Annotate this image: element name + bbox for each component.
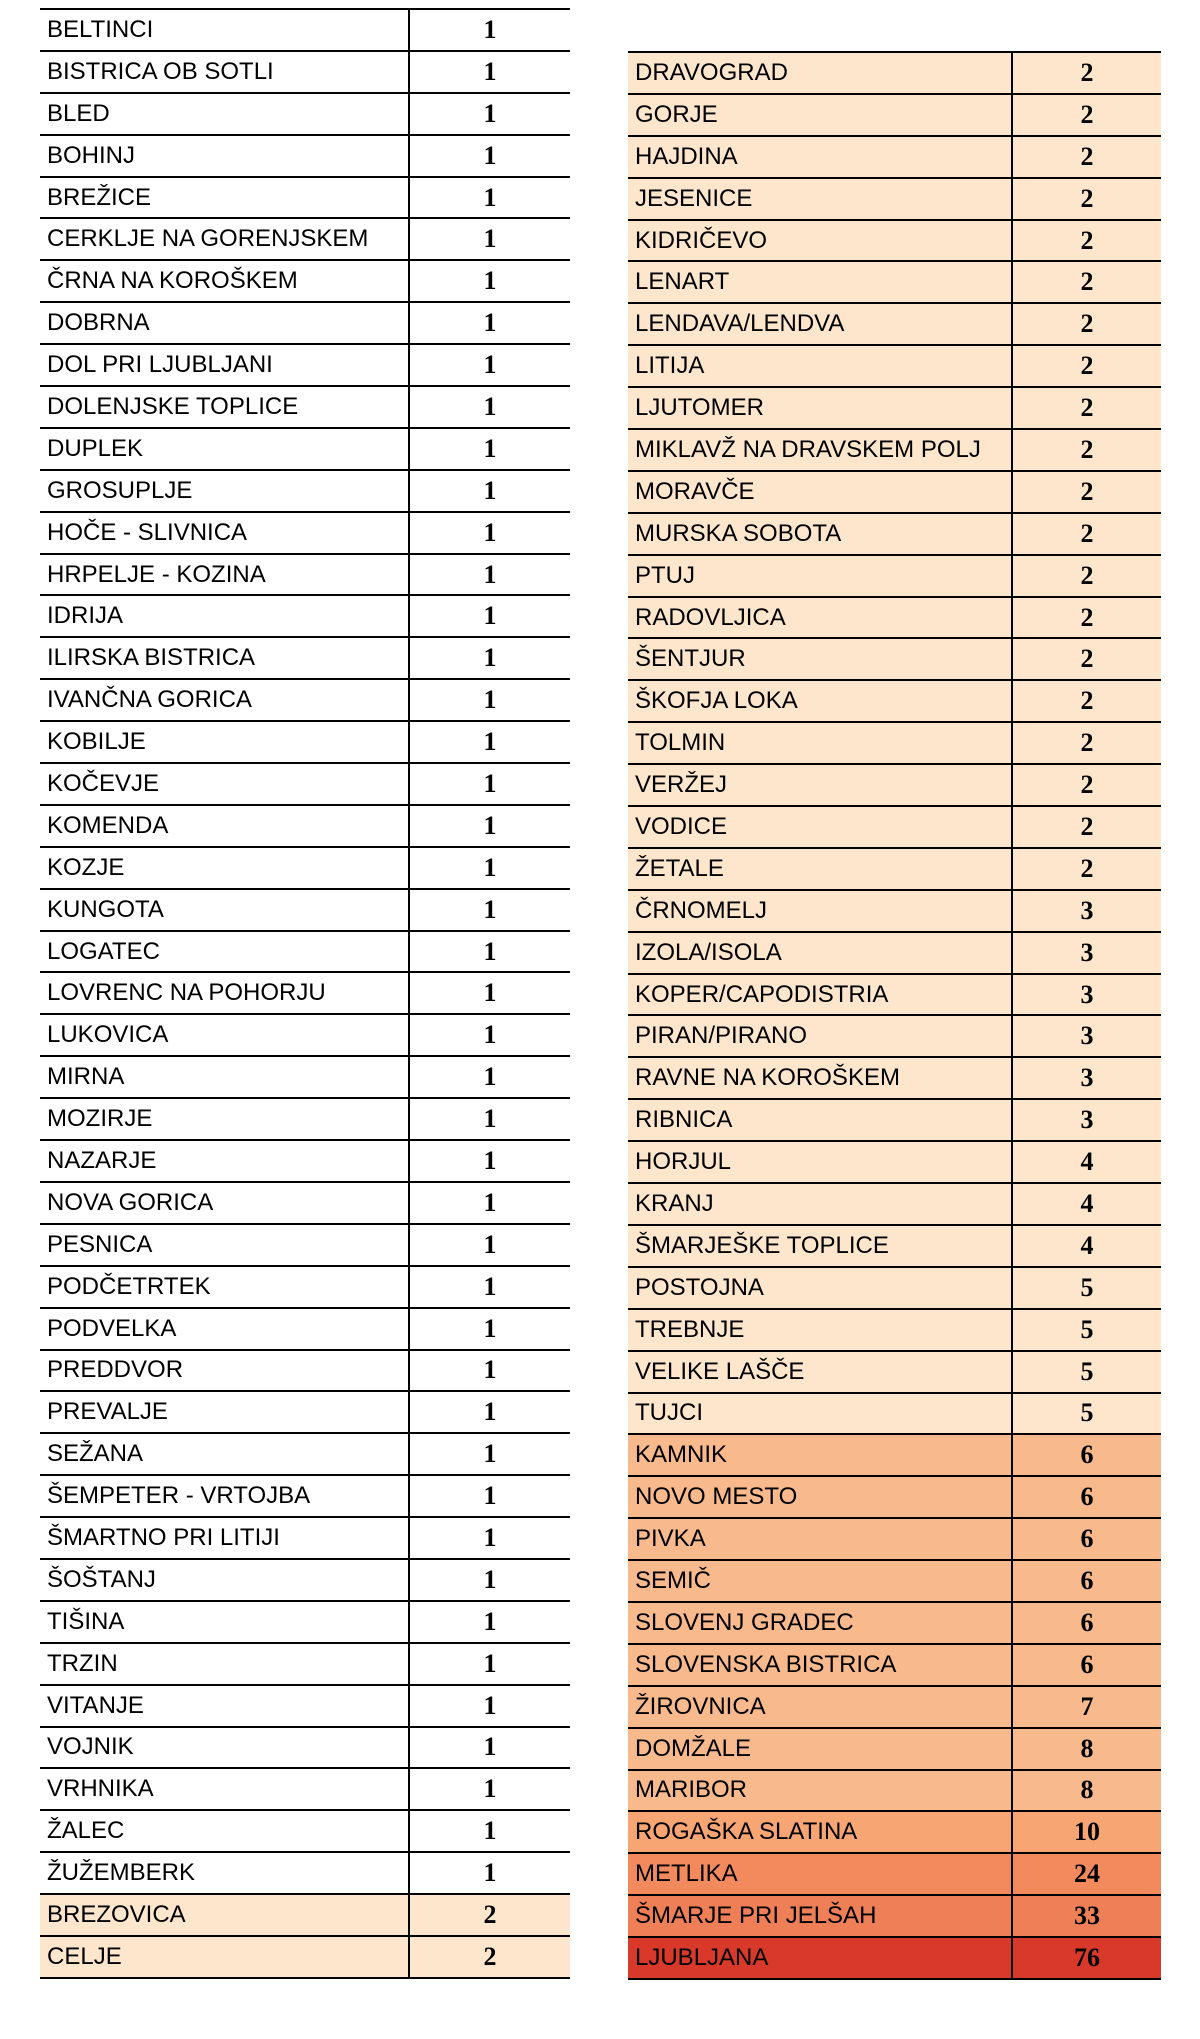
table-row [628, 680, 1161, 722]
case-count: 4 [1012, 1183, 1161, 1225]
case-count: 1 [409, 679, 570, 721]
municipality-name: ŽIROVNICA [628, 1686, 1012, 1728]
table-row [40, 1014, 570, 1056]
case-count: 2 [1012, 555, 1161, 597]
case-count: 1 [409, 1559, 570, 1601]
municipality-name: CERKLJE NA GORENJSKEM [40, 218, 409, 260]
municipality-name: HOČE - SLIVNICA [40, 512, 409, 554]
municipality-name: KOČEVJE [40, 763, 409, 805]
table-row [628, 1937, 1161, 1979]
table-row [40, 51, 570, 93]
table-row [628, 890, 1161, 932]
case-count: 2 [1012, 220, 1161, 262]
municipality-name: ŽETALE [628, 848, 1012, 890]
table-row [40, 512, 570, 554]
municipality-name: MIKLAVŽ NA DRAVSKEM POLJ [628, 429, 1012, 471]
case-count: 8 [1012, 1770, 1161, 1812]
municipality-name: TUJCI [628, 1393, 1012, 1435]
table-row [40, 1350, 570, 1392]
municipality-name: KIDRIČEVO [628, 220, 1012, 262]
table-row [40, 805, 570, 847]
municipality-name: PODČETRTEK [40, 1266, 409, 1308]
table-row [628, 1602, 1161, 1644]
case-count: 2 [1012, 513, 1161, 555]
municipality-name: BELTINCI [40, 9, 409, 51]
table-row [40, 637, 570, 679]
case-count: 1 [409, 1852, 570, 1894]
case-count: 6 [1012, 1476, 1161, 1518]
table-row [628, 1351, 1161, 1393]
case-count: 1 [409, 512, 570, 554]
municipality-name: NOVA GORICA [40, 1182, 409, 1224]
table-row [40, 721, 570, 763]
case-count: 5 [1012, 1351, 1161, 1393]
case-count: 2 [1012, 429, 1161, 471]
case-count: 1 [409, 344, 570, 386]
municipality-name: DOL PRI LJUBLJANI [40, 344, 409, 386]
case-count: 1 [409, 637, 570, 679]
case-count: 1 [409, 1391, 570, 1433]
municipality-name: TIŠINA [40, 1601, 409, 1643]
municipality-name: ŠMARJE PRI JELŠAH [628, 1895, 1012, 1937]
municipality-name: TRZIN [40, 1643, 409, 1685]
table-row [628, 597, 1161, 639]
case-count: 1 [409, 1768, 570, 1810]
municipality-name: VELIKE LAŠČE [628, 1351, 1012, 1393]
case-count: 1 [409, 1727, 570, 1769]
table-row [628, 1895, 1161, 1937]
municipality-name: MARIBOR [628, 1770, 1012, 1812]
table-row [40, 1475, 570, 1517]
case-count: 3 [1012, 890, 1161, 932]
case-count: 3 [1012, 1015, 1161, 1057]
table-row [628, 471, 1161, 513]
municipality-name: VRHNIKA [40, 1768, 409, 1810]
case-count: 1 [409, 1266, 570, 1308]
case-count: 2 [1012, 597, 1161, 639]
municipality-name: PIRAN/PIRANO [628, 1015, 1012, 1057]
table-row [628, 513, 1161, 555]
table-row [628, 555, 1161, 597]
table-row [40, 302, 570, 344]
municipality-name: VOJNIK [40, 1727, 409, 1769]
table-row [40, 931, 570, 973]
municipality-name: MIRNA [40, 1056, 409, 1098]
municipality-name: JESENICE [628, 178, 1012, 220]
municipality-name: KOMENDA [40, 805, 409, 847]
municipality-name: KAMNIK [628, 1434, 1012, 1476]
table-row [40, 1391, 570, 1433]
case-count: 4 [1012, 1225, 1161, 1267]
table-row [40, 1098, 570, 1140]
municipality-name: PESNICA [40, 1224, 409, 1266]
case-count: 3 [1012, 1099, 1161, 1141]
municipality-name: PREVALJE [40, 1391, 409, 1433]
table-row [40, 1936, 570, 1978]
case-count: 6 [1012, 1518, 1161, 1560]
table-row [628, 303, 1161, 345]
municipality-name: BLED [40, 93, 409, 135]
municipality-name: TREBNJE [628, 1309, 1012, 1351]
table-row [628, 1267, 1161, 1309]
table-row [40, 889, 570, 931]
table-row [40, 428, 570, 470]
municipality-name: LENART [628, 261, 1012, 303]
case-count: 1 [409, 972, 570, 1014]
case-count: 1 [409, 721, 570, 763]
municipality-name: KRANJ [628, 1183, 1012, 1225]
municipality-name: PTUJ [628, 555, 1012, 597]
municipality-name: MORAVČE [628, 471, 1012, 513]
municipality-name: DOMŽALE [628, 1728, 1012, 1770]
case-count: 2 [1012, 680, 1161, 722]
municipality-name: ČRNA NA KOROŠKEM [40, 260, 409, 302]
table-row [40, 470, 570, 512]
case-count: 6 [1012, 1434, 1161, 1476]
table-row [40, 1643, 570, 1685]
table-row [628, 1476, 1161, 1518]
municipality-name: PREDDVOR [40, 1350, 409, 1392]
table-row [40, 763, 570, 805]
case-count: 6 [1012, 1644, 1161, 1686]
case-count: 1 [409, 1182, 570, 1224]
municipality-name: TOLMIN [628, 722, 1012, 764]
table-row [40, 1433, 570, 1475]
municipality-name: LUKOVICA [40, 1014, 409, 1056]
municipality-name: ILIRSKA BISTRICA [40, 637, 409, 679]
municipality-name: LITIJA [628, 345, 1012, 387]
table-row [628, 848, 1161, 890]
case-count: 1 [409, 554, 570, 596]
municipality-name: BREŽICE [40, 177, 409, 219]
case-count: 10 [1012, 1811, 1161, 1853]
table-row [628, 1141, 1161, 1183]
municipality-name: SLOVENJ GRADEC [628, 1602, 1012, 1644]
municipality-name: ŠKOFJA LOKA [628, 680, 1012, 722]
table-row [40, 679, 570, 721]
case-count: 6 [1012, 1602, 1161, 1644]
table-row [40, 554, 570, 596]
table-row [628, 974, 1161, 1016]
case-count: 3 [1012, 932, 1161, 974]
municipality-name: IVANČNA GORICA [40, 679, 409, 721]
municipality-name: ŽUŽEMBERK [40, 1852, 409, 1894]
case-count: 1 [409, 1517, 570, 1559]
table-row [40, 344, 570, 386]
case-count: 5 [1012, 1267, 1161, 1309]
table-row [628, 1770, 1161, 1812]
table-row [40, 847, 570, 889]
case-count: 1 [409, 1140, 570, 1182]
case-count: 2 [1012, 303, 1161, 345]
municipality-name: HORJUL [628, 1141, 1012, 1183]
case-count: 2 [1012, 178, 1161, 220]
case-count: 1 [409, 1643, 570, 1685]
table-row [40, 135, 570, 177]
table-row [628, 1644, 1161, 1686]
table-row [628, 1560, 1161, 1602]
case-count: 1 [409, 386, 570, 428]
municipality-name: ŠENTJUR [628, 638, 1012, 680]
municipality-name: DOLENJSKE TOPLICE [40, 386, 409, 428]
right-municipality-table [628, 51, 1161, 1980]
table-row [628, 932, 1161, 974]
municipality-name: HRPELJE - KOZINA [40, 554, 409, 596]
municipality-name: DUPLEK [40, 428, 409, 470]
case-count: 1 [409, 847, 570, 889]
table-row [40, 1810, 570, 1852]
case-count: 1 [409, 1350, 570, 1392]
case-count: 1 [409, 302, 570, 344]
municipality-name: GORJE [628, 94, 1012, 136]
case-count: 4 [1012, 1141, 1161, 1183]
municipality-name: KOZJE [40, 847, 409, 889]
case-count: 2 [1012, 94, 1161, 136]
case-count: 5 [1012, 1309, 1161, 1351]
table-row [628, 1728, 1161, 1770]
case-count: 8 [1012, 1728, 1161, 1770]
case-count: 1 [409, 889, 570, 931]
municipality-name: METLIKA [628, 1853, 1012, 1895]
municipality-name: ŠOŠTANJ [40, 1559, 409, 1601]
table-row [40, 1727, 570, 1769]
case-count: 1 [409, 1098, 570, 1140]
table-row [40, 177, 570, 219]
municipality-name: BREZOVICA [40, 1894, 409, 1936]
case-count: 2 [409, 1894, 570, 1936]
case-count: 1 [409, 1810, 570, 1852]
case-count: 1 [409, 51, 570, 93]
case-count: 2 [1012, 722, 1161, 764]
table-row [40, 1559, 570, 1601]
municipality-name: ŽALEC [40, 1810, 409, 1852]
table-row [628, 806, 1161, 848]
table-row [40, 1768, 570, 1810]
case-count: 1 [409, 177, 570, 219]
table-row [40, 218, 570, 260]
table-row [628, 1393, 1161, 1435]
municipality-name: DOBRNA [40, 302, 409, 344]
case-count: 1 [409, 805, 570, 847]
table-row [628, 94, 1161, 136]
case-count: 1 [409, 218, 570, 260]
case-count: 5 [1012, 1393, 1161, 1435]
municipality-name: VODICE [628, 806, 1012, 848]
table-row [40, 1601, 570, 1643]
case-count: 2 [1012, 638, 1161, 680]
table-row [628, 1434, 1161, 1476]
municipality-name: RAVNE NA KOROŠKEM [628, 1057, 1012, 1099]
table-row [40, 1852, 570, 1894]
table-row [628, 261, 1161, 303]
case-count: 1 [409, 1224, 570, 1266]
municipality-name: NAZARJE [40, 1140, 409, 1182]
table-row [40, 93, 570, 135]
case-count: 1 [409, 135, 570, 177]
table-row [628, 387, 1161, 429]
case-count: 1 [409, 931, 570, 973]
municipality-name: SEMIČ [628, 1560, 1012, 1602]
case-count: 1 [409, 595, 570, 637]
case-count: 76 [1012, 1937, 1161, 1979]
municipality-name: ŠEMPETER - VRTOJBA [40, 1475, 409, 1517]
table-row [628, 1309, 1161, 1351]
municipality-name: KUNGOTA [40, 889, 409, 931]
case-count: 1 [409, 1601, 570, 1643]
case-count: 24 [1012, 1853, 1161, 1895]
table-row [628, 429, 1161, 471]
municipality-name: KOBILJE [40, 721, 409, 763]
table-row [628, 638, 1161, 680]
table-row [40, 1056, 570, 1098]
table-row [40, 1140, 570, 1182]
case-count: 1 [409, 1014, 570, 1056]
case-count: 3 [1012, 1057, 1161, 1099]
case-count: 2 [1012, 136, 1161, 178]
table-row [40, 9, 570, 51]
municipality-name: BOHINJ [40, 135, 409, 177]
municipality-name: LOGATEC [40, 931, 409, 973]
municipality-name: PIVKA [628, 1518, 1012, 1560]
table-row [40, 1182, 570, 1224]
case-count: 2 [409, 1936, 570, 1978]
table-row [40, 1224, 570, 1266]
case-count: 1 [409, 1308, 570, 1350]
municipality-name: RADOVLJICA [628, 597, 1012, 639]
municipality-name: LENDAVA/LENDVA [628, 303, 1012, 345]
municipality-name: MURSKA SOBOTA [628, 513, 1012, 555]
case-count: 2 [1012, 471, 1161, 513]
municipality-name: LJUTOMER [628, 387, 1012, 429]
table-row [628, 1015, 1161, 1057]
table-row [40, 1517, 570, 1559]
case-count: 1 [409, 1056, 570, 1098]
municipality-name: LOVRENC NA POHORJU [40, 972, 409, 1014]
municipality-name: PODVELKA [40, 1308, 409, 1350]
table-row [628, 722, 1161, 764]
case-count: 2 [1012, 848, 1161, 890]
table-row [628, 1057, 1161, 1099]
case-count: 2 [1012, 52, 1161, 94]
case-count: 2 [1012, 345, 1161, 387]
table-row [628, 1518, 1161, 1560]
table-row [40, 1308, 570, 1350]
municipality-name: VITANJE [40, 1685, 409, 1727]
case-count: 2 [1012, 261, 1161, 303]
municipality-name: RIBNICA [628, 1099, 1012, 1141]
case-count: 1 [409, 1475, 570, 1517]
case-count: 7 [1012, 1686, 1161, 1728]
municipality-name: LJUBLJANA [628, 1937, 1012, 1979]
table-row [628, 1686, 1161, 1728]
municipality-name: ŠMARTNO PRI LITIJI [40, 1517, 409, 1559]
municipality-name: NOVO MESTO [628, 1476, 1012, 1518]
municipality-name: SLOVENSKA BISTRICA [628, 1644, 1012, 1686]
table-row [628, 1853, 1161, 1895]
table-row [628, 345, 1161, 387]
municipality-name: CELJE [40, 1936, 409, 1978]
case-count: 1 [409, 9, 570, 51]
table-row [40, 595, 570, 637]
table-row [628, 1225, 1161, 1267]
table-row [40, 260, 570, 302]
table-row [628, 220, 1161, 262]
municipality-name: IZOLA/ISOLA [628, 932, 1012, 974]
case-count: 3 [1012, 974, 1161, 1016]
table-row [628, 764, 1161, 806]
case-count: 2 [1012, 764, 1161, 806]
municipality-name: HAJDINA [628, 136, 1012, 178]
municipality-name: BISTRICA OB SOTLI [40, 51, 409, 93]
case-count: 2 [1012, 387, 1161, 429]
case-count: 6 [1012, 1560, 1161, 1602]
left-municipality-table [40, 8, 570, 1979]
table-row [40, 1894, 570, 1936]
case-count: 1 [409, 470, 570, 512]
municipality-name: SEŽANA [40, 1433, 409, 1475]
municipality-name: POSTOJNA [628, 1267, 1012, 1309]
municipality-name: VERŽEJ [628, 764, 1012, 806]
case-count: 1 [409, 93, 570, 135]
municipality-name: ŠMARJEŠKE TOPLICE [628, 1225, 1012, 1267]
case-count: 1 [409, 260, 570, 302]
table-row [628, 136, 1161, 178]
municipality-name: KOPER/CAPODISTRIA [628, 974, 1012, 1016]
case-count: 2 [1012, 806, 1161, 848]
municipality-name: ROGAŠKA SLATINA [628, 1811, 1012, 1853]
case-count: 1 [409, 1685, 570, 1727]
case-count: 1 [409, 428, 570, 470]
table-row [628, 1183, 1161, 1225]
table-row [40, 386, 570, 428]
table-row [40, 1266, 570, 1308]
table-row [40, 1685, 570, 1727]
municipality-name: MOZIRJE [40, 1098, 409, 1140]
table-row [628, 178, 1161, 220]
table-row [628, 1811, 1161, 1853]
case-count: 1 [409, 1433, 570, 1475]
table-row [628, 1099, 1161, 1141]
municipality-name: IDRIJA [40, 595, 409, 637]
case-count: 1 [409, 763, 570, 805]
table-row [40, 972, 570, 1014]
table-row [628, 52, 1161, 94]
municipality-name: DRAVOGRAD [628, 52, 1012, 94]
case-count: 33 [1012, 1895, 1161, 1937]
municipality-name: GROSUPLJE [40, 470, 409, 512]
municipality-name: ČRNOMELJ [628, 890, 1012, 932]
